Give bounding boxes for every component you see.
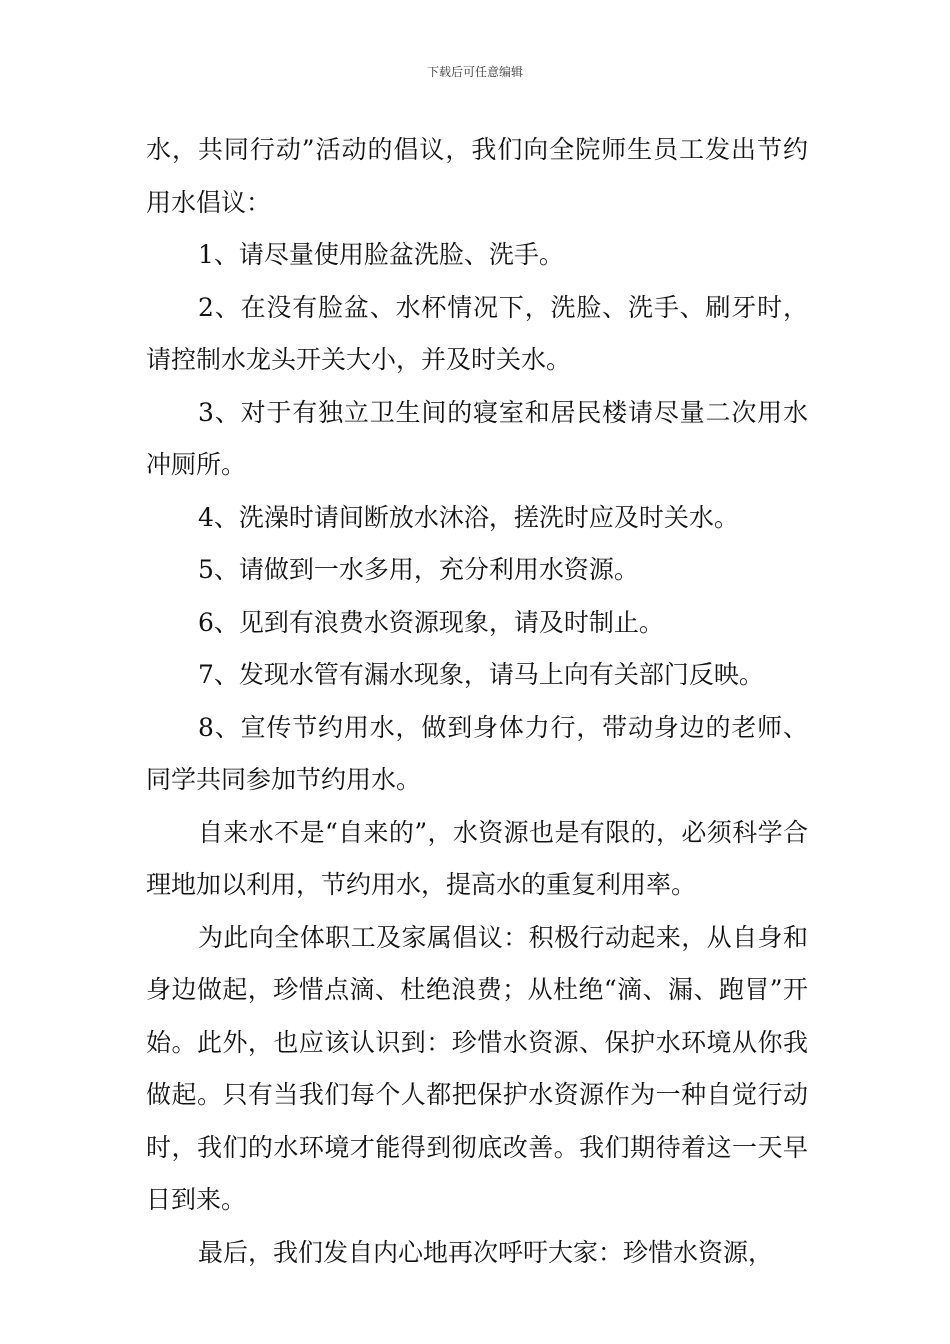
page-header: 下载后可任意编辑 [426, 65, 523, 79]
list-item-5: 5、请做到一水多用，充分利用水资源。 [198, 555, 639, 584]
document-body [146, 124, 808, 1279]
list-item-8: 8、宣传节约用水，做到身体力行，带动身边的老师、同学共同参加节约用水。 [146, 712, 808, 794]
list-item-7: 7、发现水管有漏水现象，请马上向有关部门反映。 [198, 660, 764, 689]
paragraph-closing: 最后，我们发自内心地再次呼吁大家：珍惜水资源， [198, 1237, 774, 1267]
list-item-3: 3、对于有独立卫生间的寝室和居民楼请尽量二次用水冲厕所。 [146, 397, 808, 479]
list-item-1: 1、请尽量使用脸盆洗脸、洗手。 [198, 240, 564, 269]
list-item-6: 6、见到有浪费水资源现象，请及时制止。 [198, 607, 664, 637]
paragraph-tap-water: 自来水不是“自来的”，水资源也是有限的，必须科学合理地加以利用，节约用水，提高水的重复利用率。 [146, 817, 808, 899]
paragraph-appeal: 为此向全体职工及家属倡议：积极行动起来，从自身和身边做起，珍惜点滴、杜绝浪费；从杜绝“滴、漏、跑冒”开始。此外，也应该认识到：珍惜水资源、保护水环境从你我做起。只有当我们每个人都把保护水资源作为一种自觉行动时，我们的水环境才能得到彻底改善。我们期待着这一天早日到来。 [146, 922, 808, 1214]
paragraph-intro-continuation: 水，共同行动”活动的倡议，我们向全院师生员工发出节约用水倡议： [146, 135, 808, 217]
list-item-4: 4、洗澡时请间断放水沐浴，搓洗时应及时关水。 [198, 502, 739, 532]
list-item-2: 2、在没有脸盆、水杯情况下，洗脸、洗手、刷牙时，请控制水龙头开关大小，并及时关水。 [146, 292, 808, 374]
